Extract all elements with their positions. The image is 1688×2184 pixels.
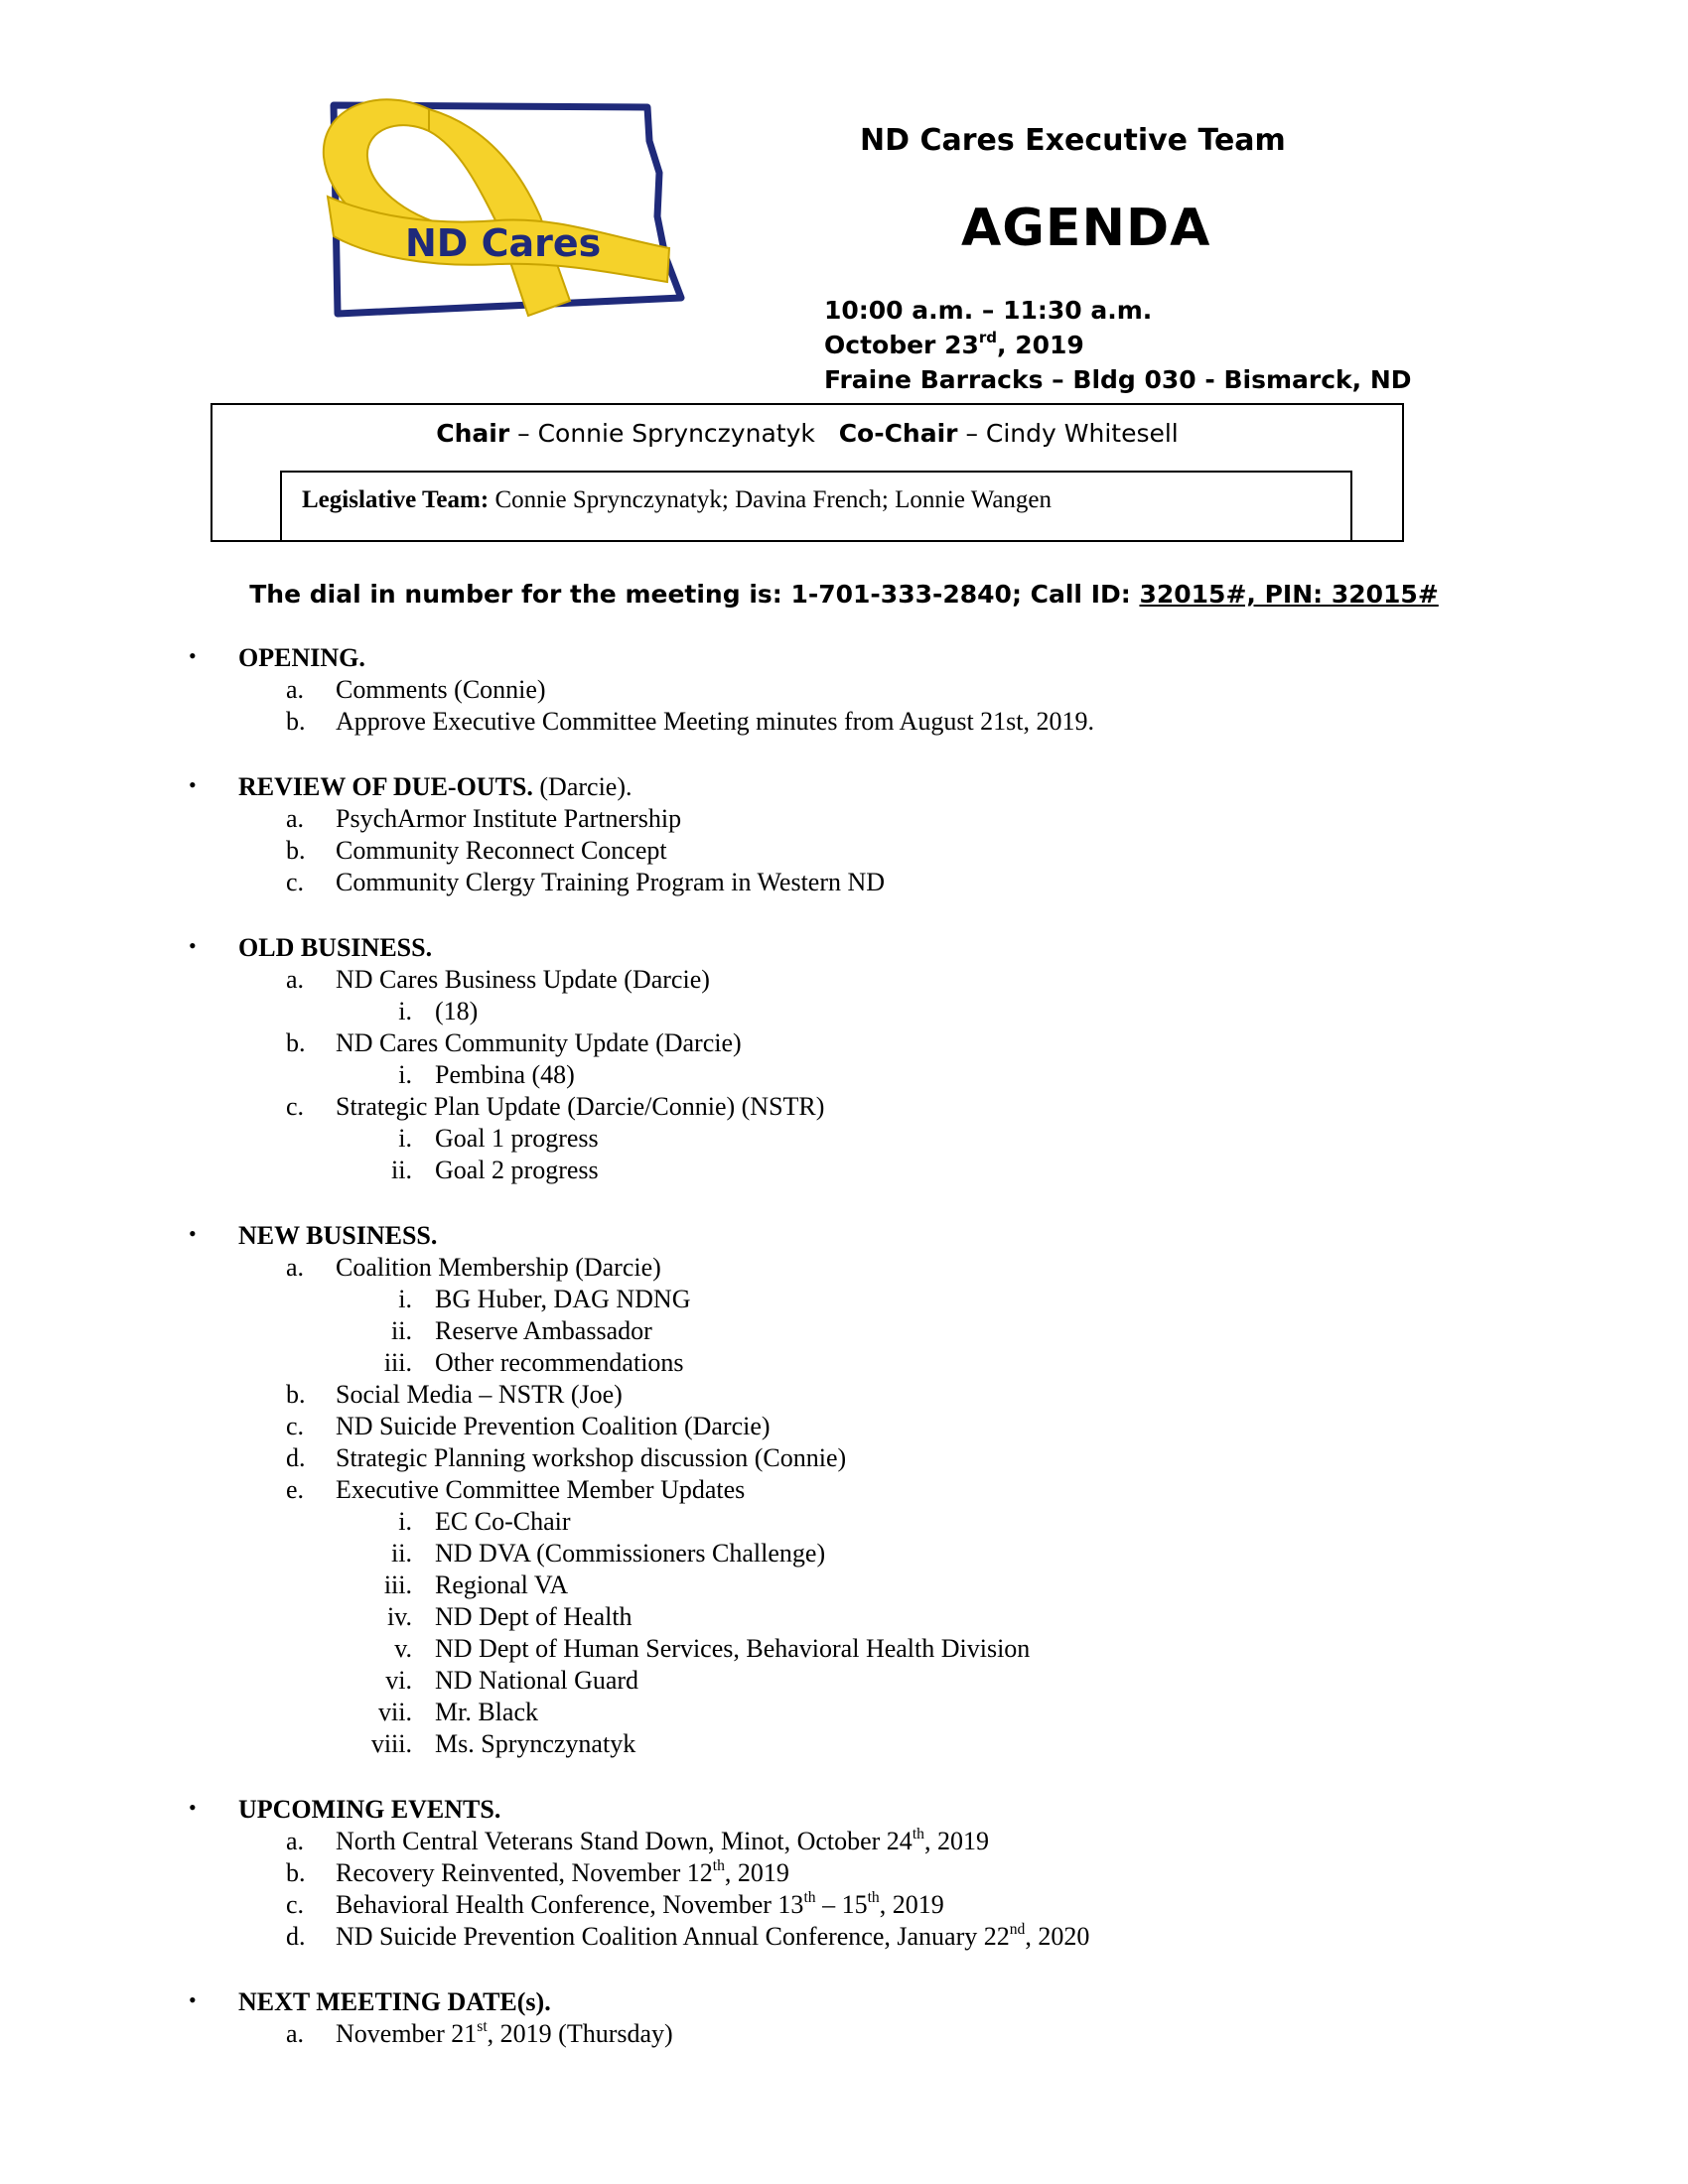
sub-list-item: ii. Goal 2 progress xyxy=(391,1156,599,1184)
section-old-business xyxy=(0,933,1688,1187)
section-next-meeting xyxy=(0,1987,1688,2051)
sub-list-item: iii. Other recommendations xyxy=(383,1348,684,1377)
bullet-icon: • xyxy=(189,643,197,668)
bullet-icon: • xyxy=(189,1221,197,1246)
meeting-location: Fraine Barracks – Bldg 030 - Bismarck, ND xyxy=(824,365,1412,394)
list-item: c. ND Suicide Prevention Coalition (Darcie) xyxy=(286,1412,771,1440)
agenda-list xyxy=(0,643,1688,2085)
list-item: a. ND Cares Business Update (Darcie) xyxy=(286,965,710,994)
list-item: b. Approve Executive Committee Meeting minutes from August 21st, 2019. xyxy=(286,707,1095,736)
list-item: a. North Central Veterans Stand Down, Minot, October 24th, 2019 xyxy=(286,1825,989,1855)
section-heading: NEW BUSINESS. xyxy=(238,1221,438,1250)
bullet-icon: • xyxy=(189,1987,197,2012)
list-item: e. Executive Committee Member Updates xyxy=(286,1475,746,1504)
sub-list-item: ii. Reserve Ambassador xyxy=(391,1316,652,1345)
dial-in-line: The dial in number for the meeting is: 1-701-333-2840; Call ID: 32015#, PIN: 32015# xyxy=(249,580,1439,609)
list-item: b. ND Cares Community Update (Darcie) xyxy=(286,1028,742,1057)
list-item: c. Strategic Plan Update (Darcie/Connie) (NSTR) xyxy=(286,1092,825,1121)
list-item: b. Recovery Reinvented, November 12th, 2019 xyxy=(286,1856,789,1887)
list-item: d. Strategic Planning workshop discussion (Connie) xyxy=(286,1443,847,1472)
list-item: a. Coalition Membership (Darcie) xyxy=(286,1253,661,1282)
meeting-date: October 23rd, 2019 xyxy=(824,329,1084,359)
sub-list-item: vii. Mr. Black xyxy=(378,1698,538,1726)
chair-line: Chair – Connie Sprynczynatyk Co-Chair – Cindy Whitesell xyxy=(436,419,1179,448)
meeting-time: 10:00 a.m. – 11:30 a.m. xyxy=(824,296,1153,325)
team-title: ND Cares Executive Team xyxy=(860,123,1286,158)
legislative-line: Legislative Team: Connie Sprynczynatyk; Davina French; Lonnie Wangen xyxy=(302,486,1053,513)
sub-list-item: i. EC Co-Chair xyxy=(398,1507,571,1536)
legislative-box xyxy=(280,471,1352,542)
chair-box xyxy=(211,403,1404,542)
section-heading: NEXT MEETING DATE(s). xyxy=(238,1987,551,2016)
list-item: c. Community Clergy Training Program in Western ND xyxy=(286,868,886,896)
section-due-outs xyxy=(0,772,1688,899)
bullet-icon: • xyxy=(189,933,197,958)
sub-list-item: i. Goal 1 progress xyxy=(398,1124,599,1153)
list-item: a. PsychArmor Institute Partnership xyxy=(286,804,682,833)
logo-text: ND Cares xyxy=(405,221,602,265)
sub-list-item: i. Pembina (48) xyxy=(398,1060,575,1089)
bullet-icon: • xyxy=(189,1795,197,1820)
sub-list-item: viii. Ms. Sprynczynatyk xyxy=(370,1729,636,1758)
sub-list-item: i. BG Huber, DAG NDNG xyxy=(398,1285,691,1313)
sub-list-item: v. ND Dept of Human Services, Behavioral Health Division xyxy=(394,1634,1031,1663)
section-opening xyxy=(0,643,1688,739)
section-heading: REVIEW OF DUE-OUTS. (Darcie). xyxy=(238,772,633,801)
list-item: a. Comments (Connie) xyxy=(286,675,546,704)
list-item: c. Behavioral Health Conference, November 13th – 15th, 2019 xyxy=(286,1888,944,1919)
section-new-business xyxy=(0,1221,1688,1761)
sub-list-item: ii. ND DVA (Commissioners Challenge) xyxy=(391,1539,826,1568)
section-heading: UPCOMING EVENTS. xyxy=(238,1795,501,1824)
section-upcoming-events xyxy=(0,1795,1688,1954)
list-item: b. Community Reconnect Concept xyxy=(286,836,667,865)
sub-list-item: i. (18) xyxy=(398,997,479,1025)
list-item: b. Social Media – NSTR (Joe) xyxy=(286,1380,623,1409)
section-heading: OPENING. xyxy=(238,643,365,672)
sub-list-item: iii. Regional VA xyxy=(383,1570,569,1599)
nd-cares-logo xyxy=(310,87,697,347)
sub-list-item: vi. ND National Guard xyxy=(385,1666,639,1695)
list-item: a. November 21st, 2019 (Thursday) xyxy=(286,2017,673,2048)
section-heading: OLD BUSINESS. xyxy=(238,933,433,962)
sub-list-item: iv. ND Dept of Health xyxy=(386,1602,633,1631)
bullet-icon: • xyxy=(189,772,197,797)
list-item: d. ND Suicide Prevention Coalition Annual Conference, January 22nd, 2020 xyxy=(286,1920,1090,1951)
agenda-title: AGENDA xyxy=(961,199,1211,258)
